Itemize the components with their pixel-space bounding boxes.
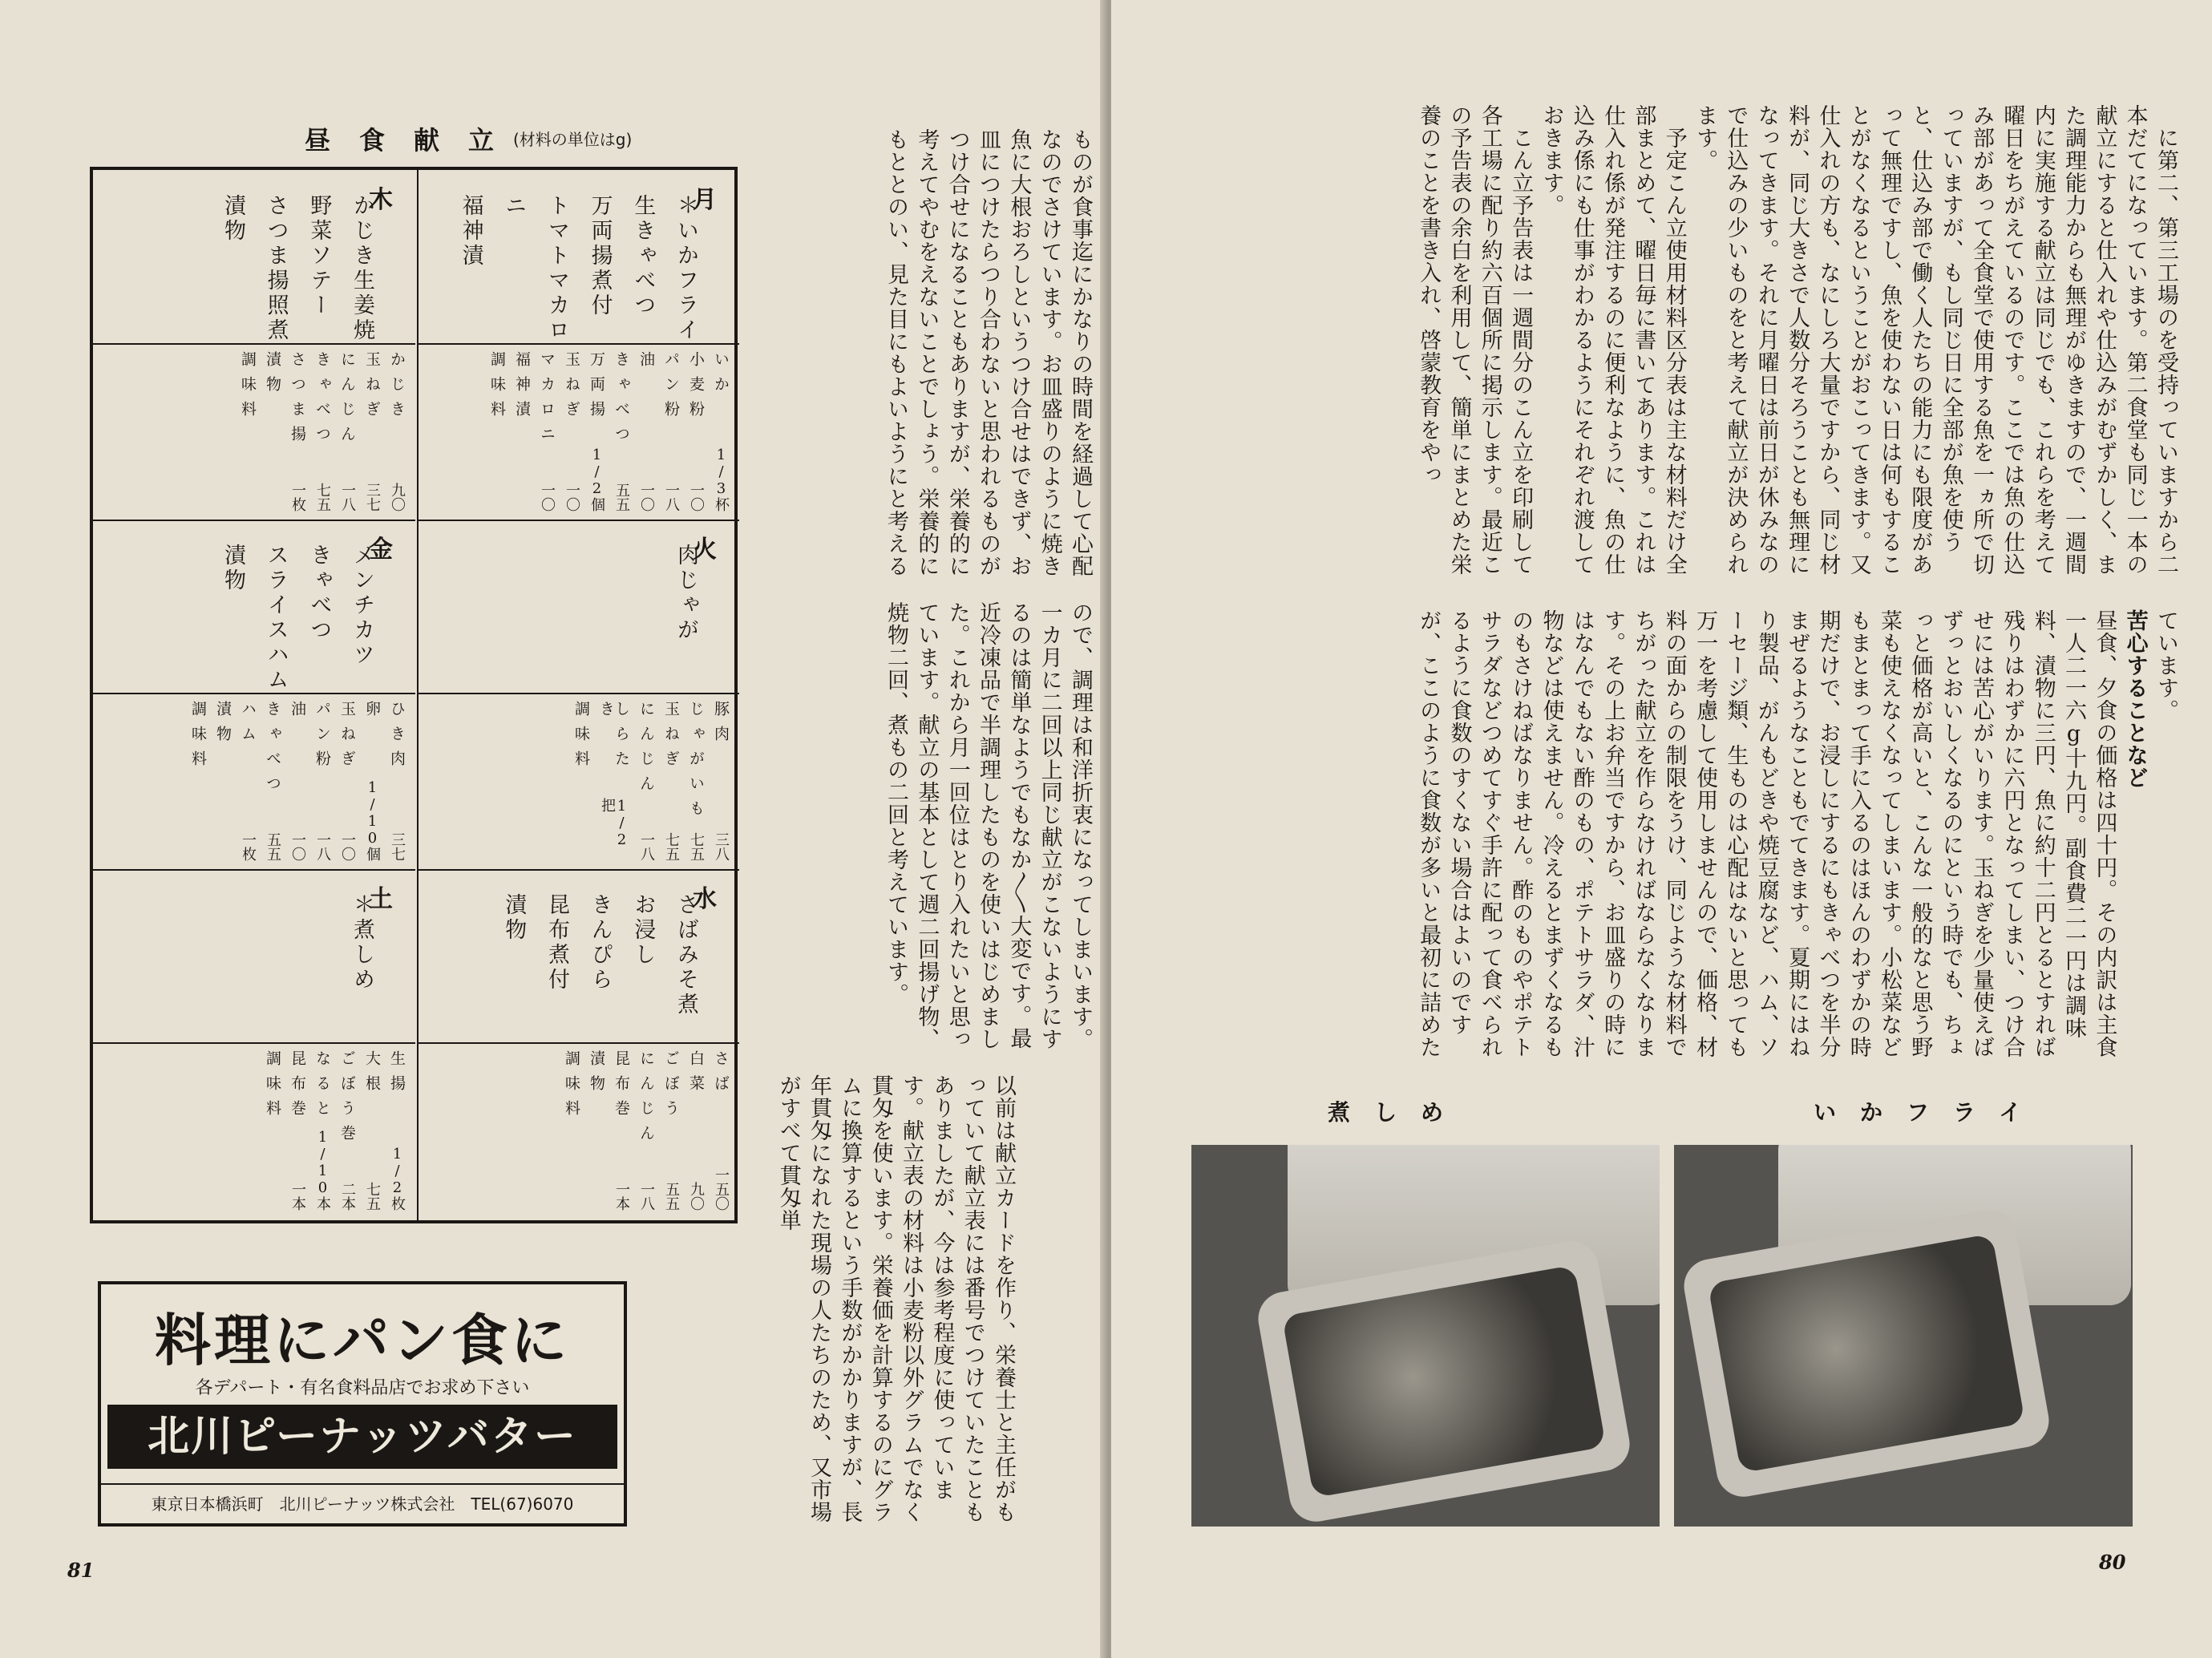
ingredient-quantity: 一〇: [688, 483, 705, 512]
menu-day-label: 木: [369, 186, 393, 214]
ingredient-quantity: 1/2枚: [389, 1146, 406, 1211]
ingredient-name: 玉ねぎ: [363, 351, 381, 426]
menu-ingredient: [289, 701, 305, 861]
menu-ingredient: [713, 351, 728, 512]
menu-ingredient: [289, 351, 305, 512]
ingredient-name: いか: [712, 351, 730, 401]
menu-ingredient: [663, 701, 678, 861]
menu-ingredient: [364, 351, 379, 512]
ingredient-quantity: 一八: [314, 832, 331, 861]
ingredient-name: かじき: [388, 351, 406, 426]
peanut-butter-advert: [98, 1281, 627, 1527]
ingredient-quantity: 1/3杯: [713, 447, 730, 512]
ingredient-name: ごぼう: [662, 1050, 680, 1125]
menu-ingredient: [389, 701, 404, 861]
ingredient-quantity: 一本: [613, 1182, 630, 1211]
menu-ingredient: [240, 351, 255, 512]
ingredient-name: にんじん: [637, 701, 655, 800]
ingredient-quantity: 一枚: [240, 832, 257, 861]
ingredient-name: 玉ねぎ: [662, 701, 680, 775]
menu-dish: 生きゃべつ: [630, 194, 656, 318]
menu-dish: ＊いかフライ: [673, 194, 698, 343]
menu-dish: お浸し: [630, 893, 656, 968]
menu-ingredient: [598, 701, 629, 861]
ingredient-name: 玉ねぎ: [338, 701, 356, 775]
menu-dishes: [220, 544, 374, 693]
ingredient-name: 漬物: [588, 1050, 605, 1100]
ingredient-quantity: 五五: [613, 483, 630, 512]
body-text-col3: 以前は献立カードを作り、栄養士と主任がもっていて献立表には番号でつけていたこともありましたが、今は参考程度に使っています。献立表の材料は小麦粉以外グラムでなく貫匁を使います。栄養価を計算するのにグラムに換算するという手数がかかりますが、長年貫匁になれた現場の人たちのため、又市場がすべて貫匁単: [775, 1074, 1016, 1523]
menu-cell-divider: [417, 1042, 739, 1044]
menu-ingredient: [688, 351, 703, 512]
ingredient-name: 漬物: [214, 701, 232, 750]
menu-dishes: [673, 544, 698, 643]
menu-cell-divider: [417, 343, 739, 345]
body-text-col2: ので、調理は和洋折衷になってしまいます。一カ月に二回以上同じ献立がこないようにするのは簡単なようでもなか〳〵大変です。最近冷凍品で半調理したものを使いはじめました。これから月一回位はとり入れたいと思っています。献立の基本として週二回揚げ物、焼物二回、煮もの二回と考えています。: [884, 601, 1093, 1050]
ingredient-name: 生揚: [388, 1050, 406, 1100]
body-text-col1: ものが食事迄にかなりの時間を経過して心配なのでさけています。お皿盛りのように焼き魚に大根おろしというつけ合せはできず、お皿につけたらつり合わないと思われるものがつけ合せになることもありますが、栄養的に考えてやむをえないことでしょう。栄養的にもととのい、見た目にもよいようにと考える: [884, 128, 1093, 577]
section-heading: 苦心することなど: [2122, 609, 2148, 789]
menu-ingredient: [265, 701, 280, 861]
ingredient-name: にんじん: [637, 1050, 655, 1150]
menu-dishes: [459, 194, 698, 343]
menu-ingredient: [638, 1050, 653, 1211]
ingredient-name: 豚肉: [712, 701, 730, 750]
ingredient-quantity: 一〇: [289, 832, 306, 861]
left-page: [0, 0, 1105, 1658]
ingredient-quantity: 一本: [289, 1182, 306, 1211]
menu-row-divider: [93, 869, 415, 871]
page-number-left: 81: [67, 1559, 95, 1582]
menu-dish: 福神漬: [458, 194, 483, 269]
ingredient-name: ハム: [239, 701, 257, 750]
menu-ingredient: [339, 701, 354, 861]
menu-day-label: 土: [369, 885, 393, 913]
ingredient-name: なると: [313, 1050, 331, 1125]
ingredient-name: 大根: [363, 1050, 381, 1100]
ingredient-quantity: 1/2個: [588, 447, 605, 512]
body-text-lower-lead: ています。: [2153, 609, 2178, 722]
ingredient-name: じゃがいも: [687, 701, 705, 825]
ingredient-name: 調味料: [563, 1050, 580, 1125]
body-text-upper: に第二、第三工場のを受持っていますから二本だてになっています。第二食堂も同じ一本の献立にすると仕入れや仕込みがむずかしく、また調理能力からも無理がゆきますので、一週間内に実施する献立は同じでも、これらを考えて曜日をちがえているのです。ここでは魚の仕込み部があって全食堂で使用する魚を一ヵ所で切っていますが、もし同じ日に全部が魚を使うと、仕込み部で働く人たちの能力にも限度があって無理ですし、魚を使わない日は何もすることがなくなるということがおこってきます。又仕入れの方も、なにしろ大量ですから、同じ材料が、同じ大きさで人数分そろうことも無理になってきます。それに月曜日は前日が休みなので仕込みの少いものをと考えて献立が決められます。 予定こん立使用材料区分表は主な材料だけ全部まとめて、曜日毎に書いてあります。これは仕入れ係が発注するのに便利なように、魚の仕込み係にも仕事がわかるようにそれぞれ渡しておきます。 こん立予告表は一週間分のこん立を印刷して各工場に配り約六百個所に掲示します。最近この予告表の余白を利用して、簡単にまとめた栄養のことを書き入れ、啓蒙教育をやっ: [1416, 104, 2178, 576]
menu-ingredients: [489, 351, 728, 512]
menu-ingredient: [339, 1050, 354, 1211]
ingredient-name: きゃべつ: [264, 701, 281, 800]
ingredient-quantity: 五五: [663, 1182, 680, 1211]
menu-ingredients: [190, 701, 404, 861]
ingredient-quantity: 1/2把: [599, 797, 630, 848]
menu-dish: きんぴら: [587, 893, 613, 993]
menu-ingredients: [573, 701, 728, 861]
photo-caption-nishime: 煮しめ: [1328, 1099, 1468, 1126]
ingredient-quantity: 一八: [638, 832, 655, 861]
menu-dish: 漬物: [501, 893, 527, 943]
menu-ingredient: [289, 1050, 305, 1211]
ingredient-name: 漬物: [264, 351, 281, 401]
menu-dish: メンチカツ: [350, 544, 374, 668]
menu-dish: スライスハム: [263, 544, 289, 693]
menu-dish: 野菜ソテー: [306, 194, 332, 318]
ingredient-name: マカロニ: [538, 351, 556, 451]
menu-ingredient: [713, 701, 728, 861]
menu-ingredient: [514, 351, 529, 512]
menu-ingredient: [489, 351, 504, 512]
menu-ingredient: [638, 701, 653, 861]
menu-day-label: 月: [693, 186, 717, 214]
menu-cell-day-3: [93, 170, 415, 520]
menu-ingredient: [688, 701, 703, 861]
menu-dish: 漬物: [220, 544, 245, 593]
ingredient-name: 油: [289, 701, 306, 726]
advert-brand: 北川ピーナッツバター: [107, 1405, 617, 1469]
ingredient-quantity: 二本: [339, 1182, 356, 1211]
ingredient-name: 卵: [363, 701, 381, 726]
ingredient-name: 小麦粉: [687, 351, 705, 426]
photo-nishime-bento: [1191, 1145, 1660, 1527]
menu-dish: きゃべつ: [306, 544, 332, 643]
menu-row-divider: [417, 520, 739, 521]
ingredient-name: さつま揚: [289, 351, 306, 451]
menu-ingredient: [240, 701, 255, 861]
menu-ingredient: [389, 1050, 404, 1211]
menu-table: [90, 167, 738, 1223]
ingredient-name: 調味料: [264, 1050, 281, 1125]
ingredient-quantity: 一〇: [638, 483, 655, 512]
ingredient-name: ひき肉: [388, 701, 406, 775]
ingredient-quantity: 一枚: [289, 483, 306, 512]
ingredient-name: にんじん: [338, 351, 356, 451]
menu-ingredient: [314, 701, 330, 861]
ingredient-name: きゃべつ: [613, 351, 630, 451]
menu-cell-day-4: [93, 520, 415, 869]
ingredient-name: しらたき: [597, 701, 630, 775]
menu-cell-divider: [93, 693, 415, 694]
menu-ingredient: [389, 351, 404, 512]
menu-ingredient: [564, 1050, 579, 1211]
menu-row-divider: [417, 869, 739, 871]
ingredient-name: 福神漬: [513, 351, 531, 426]
menu-cell-day-5: [93, 869, 415, 1219]
menu-ingredient: [314, 351, 330, 512]
menu-dish: トマトマカロ: [544, 194, 569, 343]
ingredient-quantity: 1/10本: [314, 1129, 331, 1211]
ingredient-quantity: 1/10個: [364, 779, 381, 861]
right-page: [1111, 0, 2212, 1658]
menu-ingredient: [573, 701, 588, 861]
menu-ingredient: [265, 1050, 280, 1211]
menu-dish: ＊煮しめ: [350, 893, 374, 993]
menu-ingredient: [364, 701, 379, 861]
ingredient-quantity: 一八: [638, 1182, 655, 1211]
menu-ingredient: [265, 351, 280, 512]
ingredient-quantity: 九〇: [389, 483, 406, 512]
ingredient-quantity: 三八: [713, 832, 730, 861]
advert-subtext: 各デパート・有名食料品店でお求め下さい: [195, 1378, 530, 1398]
ingredient-quantity: 一〇: [564, 483, 580, 512]
ingredient-quantity: 七五: [688, 832, 705, 861]
menu-ingredient: [564, 351, 579, 512]
advert-address: 東京日本橋浜町 北川ピーナッツ株式会社 TEL(67)6070: [101, 1483, 624, 1514]
ingredient-name: 玉ねぎ: [563, 351, 580, 426]
menu-dish: さばみそ煮: [673, 893, 698, 1017]
ingredient-name: ごぼう巻: [338, 1050, 356, 1150]
photo-ika-fry-bento: [1674, 1145, 2133, 1527]
menu-ingredients: [240, 351, 404, 512]
body-text-lower-body: 昼食、夕食の価格は四十円。その内訳は主食一人二一六g十九円。副食費二一円は調味料、漬物に三円、魚に約十二円とるとすれば残りはわずかに六円となってしまい、つけ合せには苦心がいります。玉ねぎを少量使えばずっとおいしくなるのにという時でも、ちょっと価格が高いと、こんな一般的なと思う野菜も使えなくなってしまいます。小松菜などもまとまって手に入るのはほんのわずかの時期だけで、お浸しにするにもきゃべつを半分まぜるようなこともでてきます。夏期にはねり製品、がんもどきや焼豆腐など、ハム、ソーセージ類、生ものは心配はないと思っても万一を考慮して使用しませんので、価格、材料の面からの制限をうけ、同じような材料でちがった献立を作らなければならなくなります。その上お弁当ですから、お皿盛りの時にはなんでもない酢のもの、ポテトサラダ、汁物などは使えません。冷えるとまずくなるものもさけねばなりません。酢のものやポテトサラダなどつめてすぐ手許に配って食べられるように食数のすくない場合はよいのですが、ここのように食数が多いと最初に詰めた: [1416, 609, 2117, 1058]
menu-ingredient: [663, 351, 678, 512]
menu-ingredient: [588, 1050, 604, 1211]
menu-ingredient: [588, 351, 604, 512]
ingredient-name: 油: [637, 351, 655, 376]
ingredient-name: 調味料: [572, 701, 590, 775]
ingredient-quantity: 一〇: [339, 832, 356, 861]
menu-dishes: [350, 893, 374, 993]
menu-dish: さつま揚照煮: [263, 194, 289, 343]
ingredient-name: きゃべつ: [313, 351, 331, 451]
page-number-right: 80: [2099, 1551, 2126, 1574]
menu-ingredient: [613, 1050, 629, 1211]
ingredient-name: さば: [712, 1050, 730, 1100]
ingredient-name: 昆布巻: [613, 1050, 630, 1125]
menu-dish: 昆布煮付: [544, 893, 569, 993]
menu-dish: 万両揚煮付: [587, 194, 613, 318]
body-text-lower: [1187, 609, 2181, 1058]
ingredient-name: 白菜: [687, 1050, 705, 1100]
menu-ingredient: [215, 701, 230, 861]
menu-cell-day-1: [417, 520, 739, 869]
ingredient-name: パン粉: [662, 351, 680, 426]
ingredient-quantity: 一八: [663, 483, 680, 512]
ingredient-quantity: 九〇: [688, 1182, 705, 1211]
menu-row-divider: [93, 520, 415, 521]
ingredient-quantity: 一五〇: [713, 1167, 730, 1211]
menu-cell-day-0: [417, 170, 739, 520]
menu-day-label: 金: [369, 536, 393, 564]
menu-day-label: 水: [693, 885, 717, 913]
photo-caption-ika-fry: いかフライ: [1814, 1099, 2046, 1126]
ingredient-quantity: 五五: [265, 832, 281, 861]
ingredient-name: 調味料: [189, 701, 207, 775]
ingredient-name: 調味料: [239, 351, 257, 426]
menu-title: 昼食献立: [305, 125, 524, 156]
ingredient-quantity: 一〇: [539, 483, 556, 512]
ingredient-name: 万両揚: [588, 351, 605, 426]
menu-dish: 漬物: [220, 194, 245, 244]
menu-cell-divider: [93, 343, 415, 345]
ingredient-quantity: 七五: [663, 832, 680, 861]
menu-dish: 肉じゃが: [673, 544, 698, 643]
menu-cell-divider: [93, 1042, 415, 1044]
menu-ingredient: [314, 1050, 330, 1211]
menu-dish: ニ: [501, 194, 527, 219]
menu-dish: かじき生姜焼: [350, 194, 374, 343]
ingredient-quantity: 三七: [364, 483, 381, 512]
menu-ingredient: [613, 351, 629, 512]
menu-unit-note: (材料の単位はg): [513, 130, 633, 149]
menu-ingredient: [638, 351, 653, 512]
menu-ingredient: [364, 1050, 379, 1211]
ingredient-quantity: 三七: [389, 832, 406, 861]
advert-slogan: 料理にパン食に: [155, 1308, 570, 1373]
menu-ingredient: [539, 351, 554, 512]
menu-dishes: [220, 194, 374, 343]
menu-dishes: [502, 893, 698, 1017]
ingredient-name: 昆布巻: [289, 1050, 306, 1125]
menu-ingredient: [190, 701, 205, 861]
ingredient-name: パン粉: [313, 701, 331, 775]
menu-day-label: 火: [693, 536, 717, 564]
ingredient-quantity: 一八: [339, 483, 356, 512]
menu-ingredient: [339, 351, 354, 512]
menu-ingredients: [265, 1050, 404, 1211]
ingredient-quantity: 七五: [364, 1182, 381, 1211]
ingredient-quantity: 七五: [314, 483, 331, 512]
ingredient-name: 調味料: [488, 351, 506, 426]
menu-cell-divider: [417, 693, 739, 694]
